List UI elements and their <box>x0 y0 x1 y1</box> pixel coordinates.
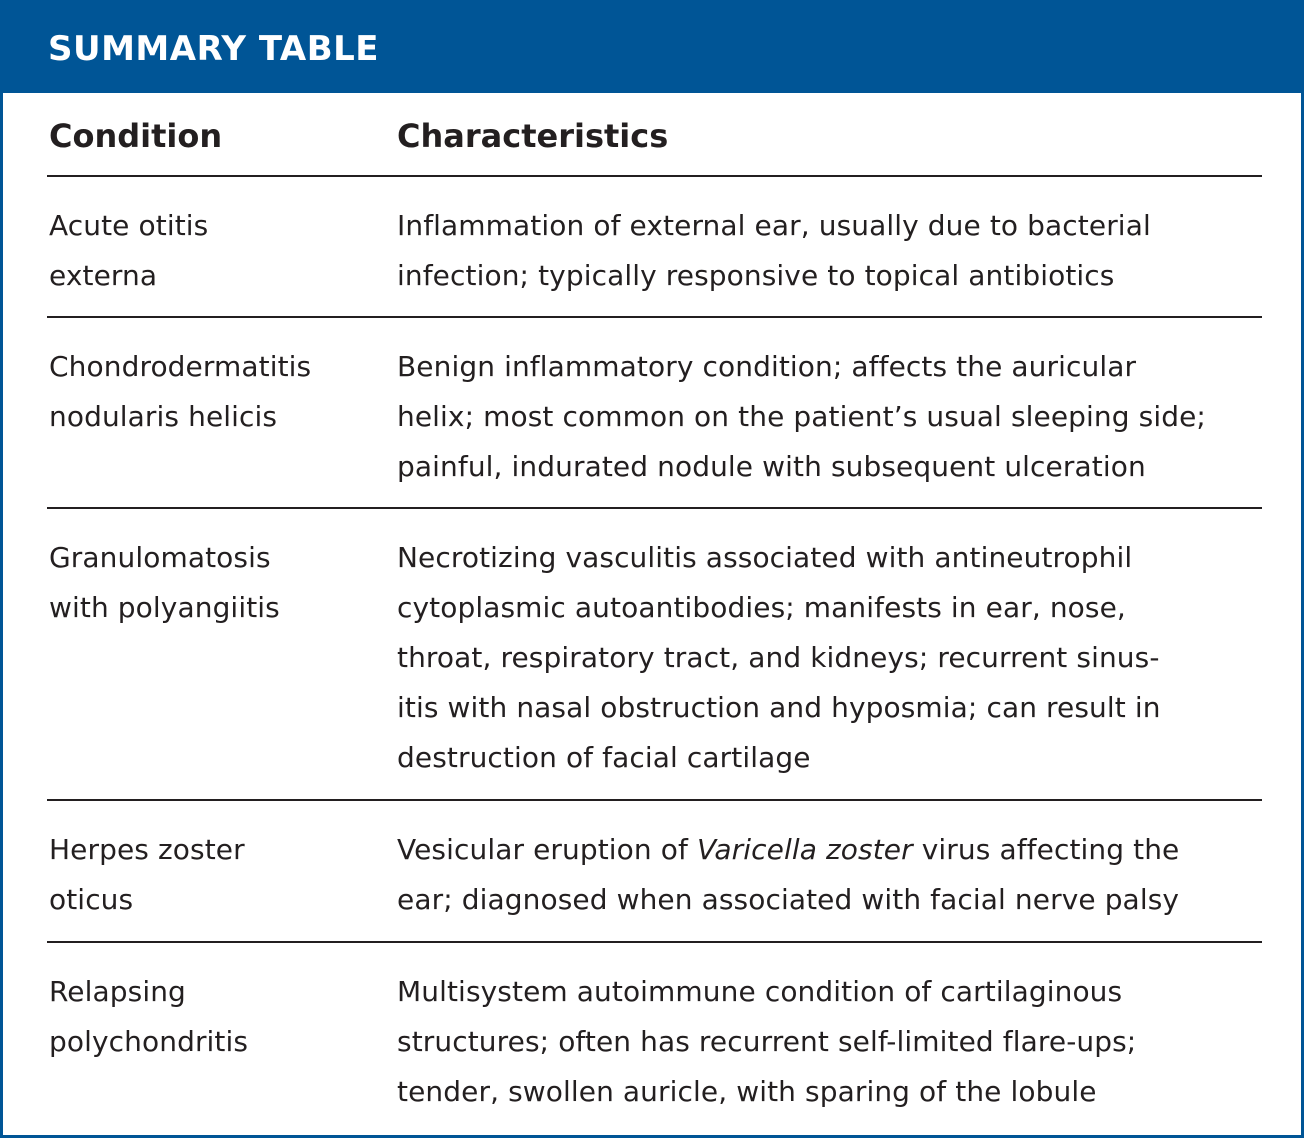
condition-line: Herpes zoster <box>49 833 245 866</box>
title-banner <box>3 3 1301 93</box>
characteristics-cell <box>397 533 1161 783</box>
condition-line: Relapsing <box>49 975 186 1008</box>
table-row <box>47 177 1262 318</box>
characteristics-text: virus affecting the <box>912 833 1180 866</box>
table-row <box>47 943 1262 1139</box>
characteristics-line: structures; often has recurrent self-limited flare-ups; <box>397 1025 1137 1058</box>
virus-name-italic: Varicella zoster <box>696 833 913 866</box>
condition-cell <box>49 825 245 925</box>
condition-cell <box>49 533 280 633</box>
table-row <box>47 801 1262 943</box>
column-header-characteristics: Characteristics <box>397 117 669 155</box>
table-row <box>47 509 1262 801</box>
characteristics-line: itis with nasal obstruction and hyposmia; can result in <box>397 691 1161 724</box>
condition-cell <box>49 967 248 1067</box>
characteristics-line: Necrotizing vasculitis associated with antineutrophil <box>397 541 1133 574</box>
table-header-row <box>47 93 1262 177</box>
characteristics-line: cytoplasmic autoantibodies; manifests in ear, nose, <box>397 591 1126 624</box>
characteristics-line: Inflammation of external ear, usually due to bacterial <box>397 209 1151 242</box>
condition-line: Chondrodermatitis <box>49 350 312 383</box>
condition-line: with polyangiitis <box>49 591 280 624</box>
characteristics-line: Benign inflammatory condition; affects the auricular <box>397 350 1137 383</box>
characteristics-line: tender, swollen auricle, with sparing of the lobule <box>397 1075 1097 1108</box>
characteristics-line: infection; typically responsive to topical antibiotics <box>397 259 1115 292</box>
condition-line: Granulomatosis <box>49 541 271 574</box>
characteristics-cell <box>397 342 1206 492</box>
condition-line: Acute otitis <box>49 209 209 242</box>
condition-line: polychondritis <box>49 1025 249 1058</box>
table-row <box>47 318 1262 509</box>
characteristics-line: ear; diagnosed when associated with facial nerve palsy <box>397 883 1180 916</box>
condition-cell <box>49 201 208 301</box>
summary-table <box>47 93 1262 1139</box>
characteristics-cell <box>397 967 1136 1117</box>
characteristics-text: Vesicular eruption of <box>397 833 697 866</box>
condition-line: oticus <box>49 883 134 916</box>
characteristics-line: throat, respiratory tract, and kidneys; recurrent sinus- <box>397 641 1160 674</box>
characteristics-line: painful, indurated nodule with subsequent ulceration <box>397 450 1146 483</box>
panel-title: SUMMARY TABLE <box>48 29 380 69</box>
characteristics-cell <box>397 201 1151 301</box>
condition-cell <box>49 342 311 442</box>
characteristics-line: helix; most common on the patient’s usual sleeping side; <box>397 400 1206 433</box>
characteristics-line: destruction of facial cartilage <box>397 741 811 774</box>
characteristics-line: Multisystem autoimmune condition of cartilaginous <box>397 975 1123 1008</box>
condition-line: nodularis helicis <box>49 400 278 433</box>
characteristics-line <box>397 825 1179 875</box>
characteristics-cell <box>397 825 1179 925</box>
condition-line: externa <box>49 259 158 292</box>
column-header-condition: Condition <box>49 117 223 155</box>
